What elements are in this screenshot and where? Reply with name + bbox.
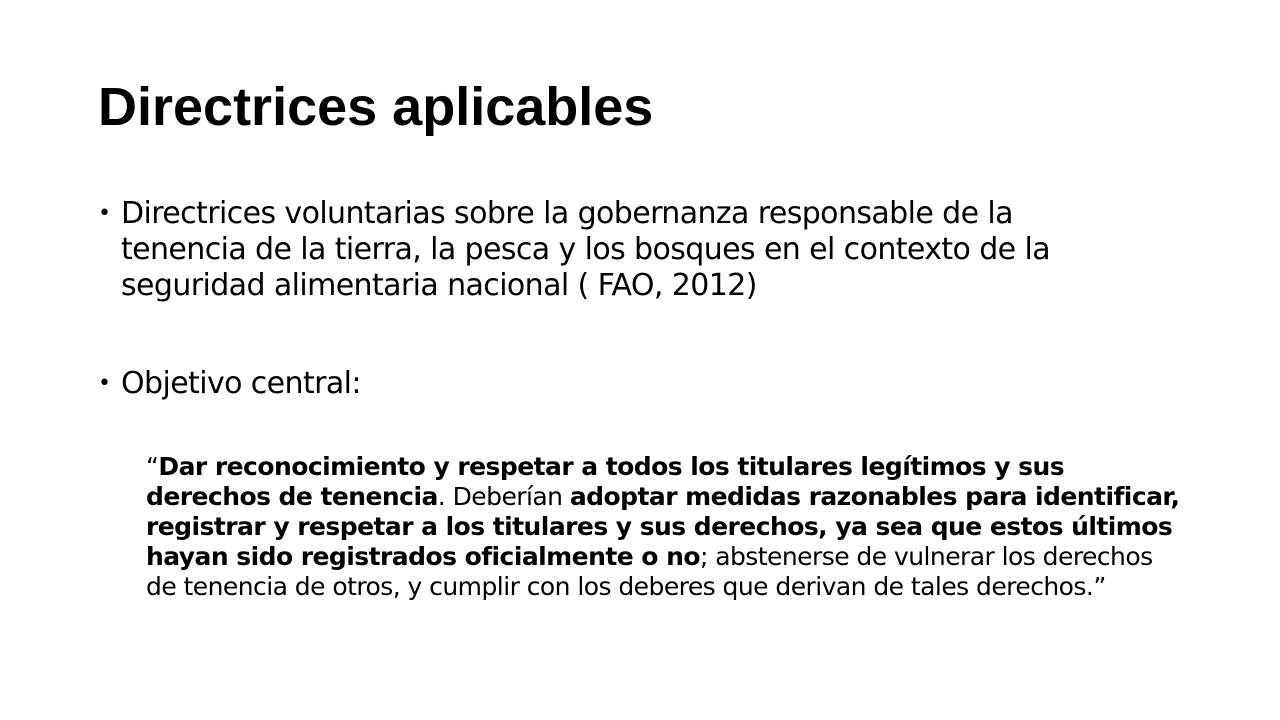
quote-bold-segment: adoptar medidas razonables para identificar, registrar y respetar a los titulares y sus derechos, ya sea que estos últimos hayan sido registrados oficialmente o no <box>146 482 1180 571</box>
bullet-item <box>98 196 1108 304</box>
bullet-item <box>98 366 1108 402</box>
quote-open-mark: “ <box>146 452 159 481</box>
bullet-marker: • <box>98 201 111 226</box>
quote-segment: . Deberían <box>437 482 570 511</box>
quote-segment: ; abstenerse de vulnerar los derechos de tenencia de otros, y cumplir con los deberes que derivan de tales derechos. <box>146 542 1153 601</box>
quote-bold-segment: Dar reconocimiento y respetar a todos los titulares legítimos y sus derechos de tenencia <box>146 452 1065 511</box>
bullet-text: Directrices voluntarias sobre la gobernanza responsable de la tenencia de la tierra, la pesca y los bosques en el contexto de la seguridad alimentaria nacional ( FAO, 2012) <box>121 196 1050 303</box>
quote-block <box>146 452 1186 602</box>
slide-title: Directrices aplicables <box>98 77 654 137</box>
bullet-marker: • <box>98 371 111 396</box>
bullet-text: Objetivo central: <box>121 366 361 401</box>
quote-close-mark: ” <box>1093 572 1106 601</box>
